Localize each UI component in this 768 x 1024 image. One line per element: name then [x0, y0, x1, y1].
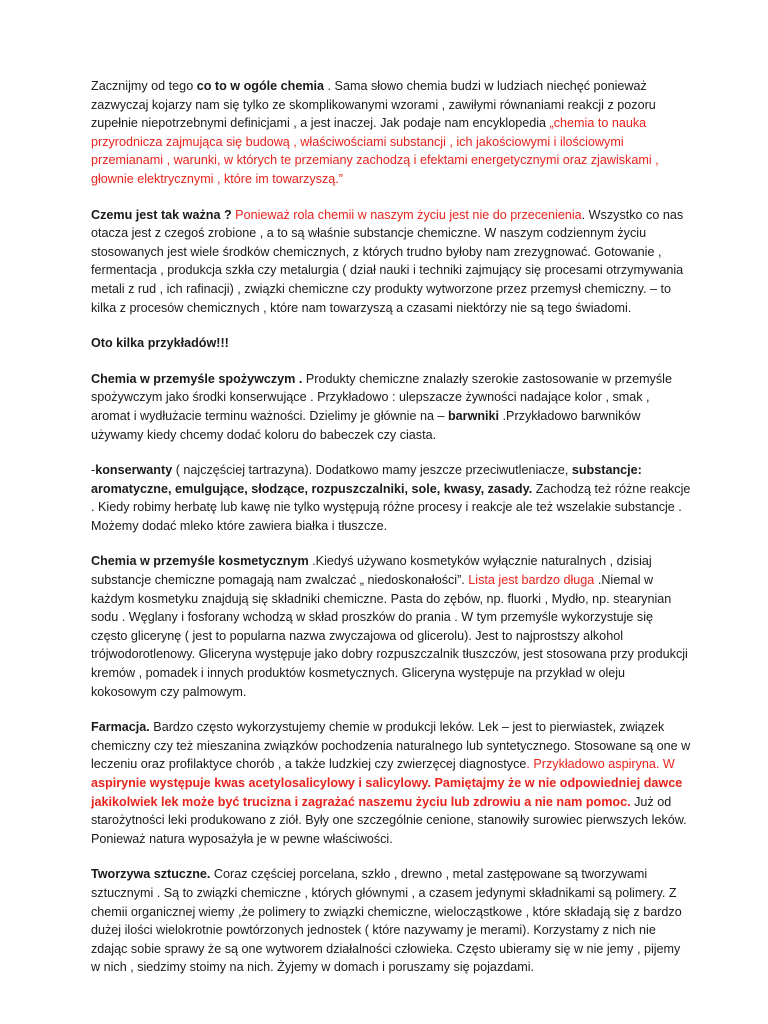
text-run: Coraz częściej porcelana, szkło , drewno , metal zastępowane są tworzywami sztucznymi . Są to związki chemiczne , których głównymi , a czasem jedynymi składnikami są polimery. Z chemii organicznej wiemy ,że polimery to związki chemiczne, wielocząstkowe , które składają się z bardzo dużej ilości wielokrotnie powtórzonych jednostek ( które nazywamy je merami). Korzystamy z nich nie zdając sobie sprawy że są one wytworem działalności człowieka. Często ubieramy się w nie jemy , pijemy w nich , siedzimy stoimy na nich. Żyjemy w domach i poruszamy się pojazdami.	[91, 867, 682, 975]
text-run: „chemia to nauka przyrodnicza zajmująca się budową , właściwościami substancji , ich jakościowymi i ilościowymi przemianami , warunki, w których te przemiany zachodzą i efektami energetycznymi oraz zjawiskami , głownie elektrycznymi , które im towarzyszą.”	[91, 116, 659, 186]
text-run: Lista jest bardzo długa	[468, 573, 595, 588]
paragraph-p1	[91, 77, 691, 189]
paragraph-p5	[91, 461, 691, 535]
text-run: Oto kilka przykładów!!!	[91, 336, 229, 351]
text-run: Ponieważ rola chemii w naszym życiu jest nie do przecenienia	[231, 207, 582, 222]
text-run: ( najczęściej tartrazyna). Dodatkowo mamy jeszcze przeciwutleniacze,	[172, 463, 572, 478]
text-run: .Niemal w każdym kosmetyku znajdują się składniki chemiczne. Pasta do zębów, np. fluorki , Mydło, np. stearynian sodu . Węglany i fosforany wchodzą w skład proszków do prania . W tym przemyśle wykorzystuje się często glicerynę ( jest to popularna nazwa zwyczajowa od glicerolu). Jest to najprostszy alkohol trójwodorotlenowy. Gliceryna występuje jako dobry rozpuszczalnik tłuszczów, jest stosowana przy produkcji kremów , pomadek i innych produktów kosmetycznych. Gliceryna występuje na przykład w oleju kokosowym czy palmowym.	[91, 573, 688, 699]
text-run: Chemia w przemyśle kosmetycznym	[91, 554, 309, 569]
paragraph-p6	[91, 552, 691, 701]
text-run: barwniki	[447, 408, 500, 423]
text-run: substancje: aromatyczne, emulgujące, słodzące, rozpuszczalniki, sole, kwasy, zasady.	[91, 463, 642, 496]
text-run: Już od starożytności leki produkowano z ziół. Były one szczególnie cenione, stanowiły surowiec pierwszych leków. Ponieważ natura wyposażyła je w pewne właściwości.	[91, 794, 687, 846]
paragraph-p3	[91, 334, 691, 353]
text-run: .Przykładowo barwników używamy kiedy chcemy dodać koloru do babeczek czy ciasta.	[91, 408, 641, 442]
text-run: -	[91, 463, 96, 478]
text-run: konserwanty	[95, 463, 173, 478]
text-run: Zachodzą też różne reakcje . Kiedy robimy herbatę lub kawę nie tylko występują różne procesy i reakcje ale też wszelakie substancje . Możemy dodać mleko które zawiera białka i tłuszcze.	[91, 481, 691, 533]
text-run: Chemia w przemyśle spożywczym .	[91, 371, 303, 386]
paragraph-p7	[91, 718, 691, 848]
text-run: .Kiedyś używano kosmetyków wyłącznie naturalnych , dzisiaj substancje chemiczne pomagają nam zwalczać „ niedoskonałości”.	[91, 554, 652, 588]
paragraph-p8	[91, 865, 691, 977]
text-run: Tworzywa sztuczne.	[91, 867, 211, 882]
paragraph-p2	[91, 206, 691, 318]
text-run: Farmacja.	[91, 720, 150, 735]
text-run: Zacznijmy od tego	[91, 79, 197, 93]
paragraph-p4	[91, 370, 691, 444]
text-run: . Sama słowo chemia budzi w ludziach niechęć ponieważ zazwyczaj kojarzy nam się tylko ze skomplikowanymi wzorami , zawiłymi równaniami reakcji z pozoru zupełnie niepotrzebnymi definicjami , a jest inaczej. Jak podaje nam encyklopedia	[91, 79, 656, 131]
document-page	[91, 77, 691, 994]
text-run: . Przykładowo aspiryna. W	[526, 757, 675, 772]
text-run: co to w ogóle chemia	[196, 79, 325, 93]
text-run: Produkty chemiczne znalazły szerokie zastosowanie w przemyśle spożywczym jako środki konserwujące . Przykładowo : ulepszacze żywności nadające kolor , smak , aromat i wydłużacie terminu ważności. Dzielimy je głównie na –	[91, 371, 672, 423]
text-run: . Wszystko co nas otacza jest z czegoś zrobione , a to są właśnie substancje chemiczne. W naszym codziennym życiu stosowanych jest wiele środków chemicznych, z których trudno byłoby nam zrezygnować. Gotowanie , fermentacja , produkcja szkła czy metalurgia ( dział nauki i techniki zajmujący się procesami otrzymywania metali z rud , ich rafinacji) , związki chemiczne czy produkty wytworzone przez przemysł chemiczny. – to kilka z procesów chemicznych , które nam towarzyszą a czasami niektórzy nie są tego świadomi.	[91, 207, 684, 315]
text-run: aspirynie występuje kwas acetylosalicylowy i salicylowy. Pamiętajmy że w nie odpowiedniej dawce jakikolwiek lek może być trucizna i zagrażać naszemu życiu lub zdrowiu a nie nam pomoc.	[91, 776, 683, 809]
text-run: Bardzo często wykorzystujemy chemie w produkcji leków. Lek – jest to pierwiastek, związek chemiczny czy też mieszanina związków pochodzenia naturalnego lub syntetycznego. Stosowane są one w leczeniu oraz profilaktyce chorób , a także ludzkiej czy zwierzęcej diagnostyce	[91, 720, 691, 772]
text-run: Czemu jest tak ważna ?	[91, 207, 232, 222]
